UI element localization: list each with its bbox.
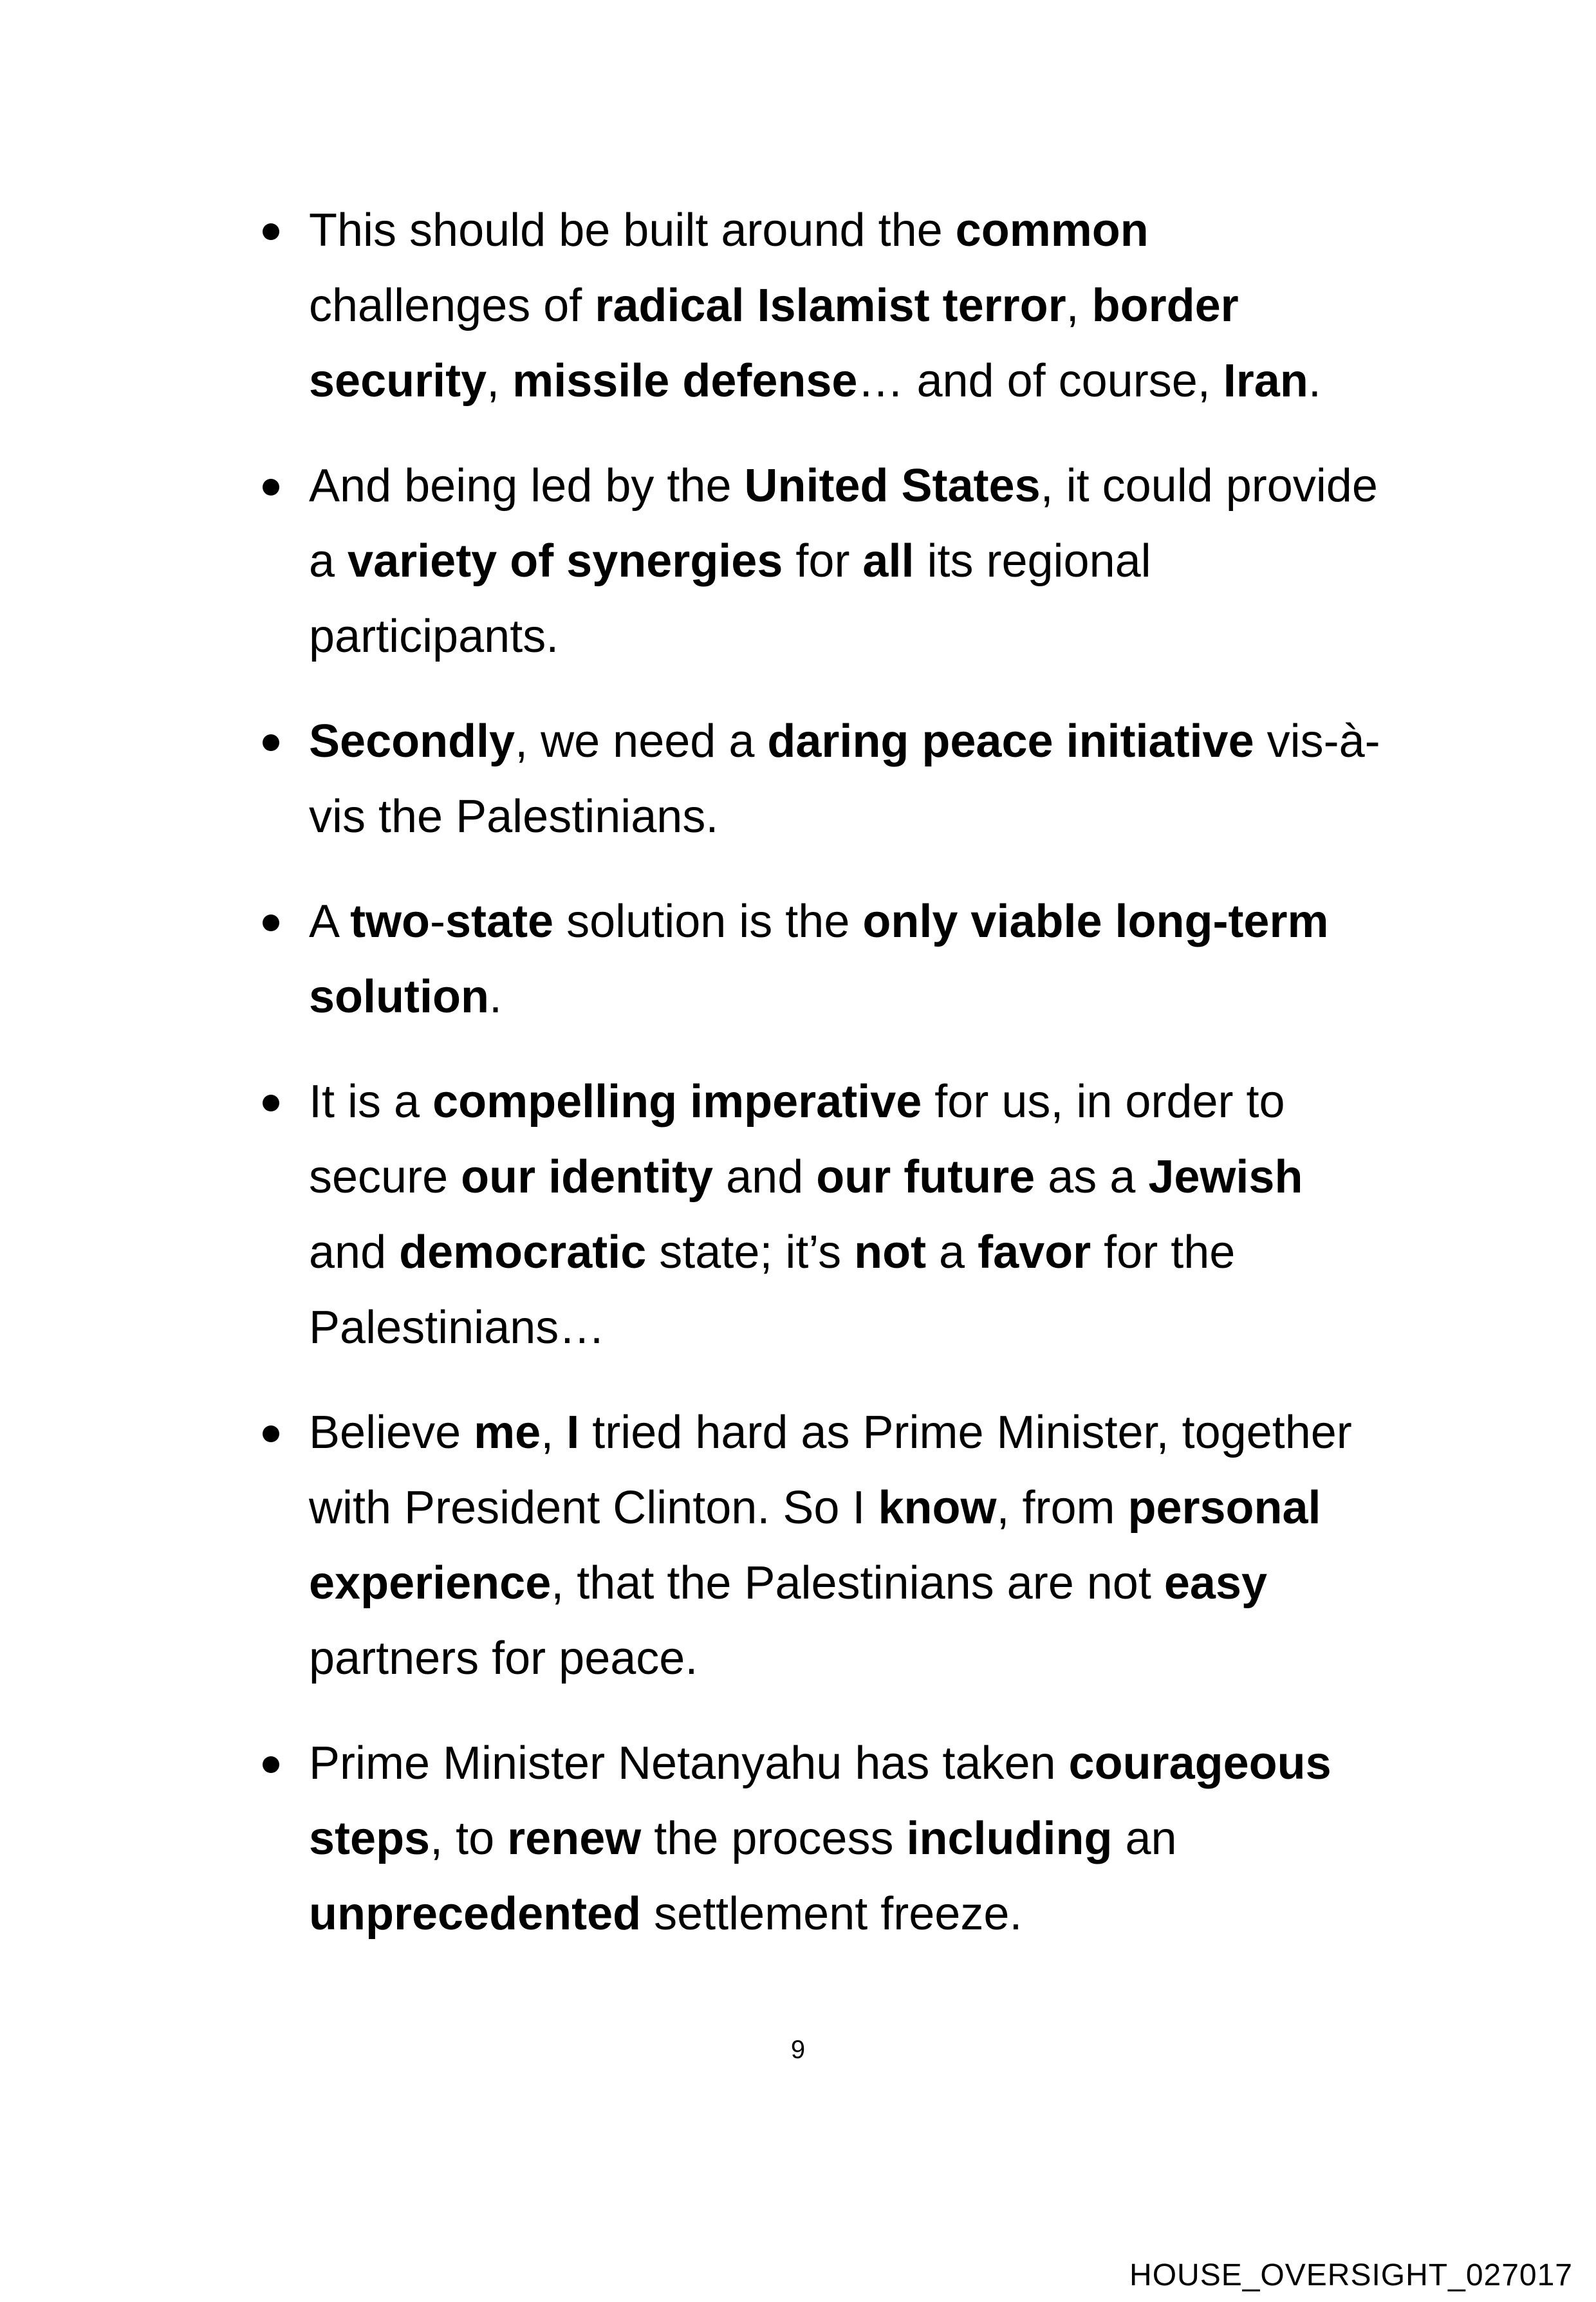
text-segment: It is a <box>309 1076 433 1128</box>
text-segment: vis-à-vis the Palestinians. <box>309 716 1380 842</box>
text-segment: , we need a <box>515 716 768 767</box>
bullet-point-icon <box>263 1756 279 1773</box>
bold-text-segment: common <box>955 205 1149 256</box>
bold-text-segment: missile defense <box>512 355 858 407</box>
bold-text-segment: Jewish <box>1148 1151 1303 1203</box>
bold-text-segment: state <box>445 896 554 947</box>
text-segment: and <box>713 1151 817 1203</box>
text-segment: Believe <box>309 1407 474 1458</box>
bold-text-segment: radical Islamist terror <box>595 280 1066 331</box>
text-segment: , that the Palestinians are not <box>551 1557 1164 1609</box>
bullet-point-icon <box>263 1095 279 1111</box>
text-segment: an <box>1112 1813 1177 1864</box>
text-segment: and <box>309 1227 400 1278</box>
text-segment: , from <box>996 1482 1128 1534</box>
bold-text-segment: easy <box>1164 1557 1268 1609</box>
bold-text-segment: unprecedented <box>309 1888 642 1940</box>
bullet-item <box>263 449 1382 674</box>
text-segment: , <box>487 355 513 407</box>
bullet-text <box>309 896 1329 1023</box>
text-segment: , <box>541 1407 567 1458</box>
bullet-point-icon <box>263 1425 279 1442</box>
text-segment: , it could provide a <box>309 460 1378 587</box>
bold-text-segment: democratic <box>399 1227 647 1278</box>
bullet-text <box>309 460 1378 662</box>
text-segment: … and of course, <box>857 355 1223 407</box>
bold-text-segment: Iran <box>1223 355 1308 407</box>
bold-text-segment: United States <box>744 460 1041 512</box>
text-segment: for the Palestinians… <box>309 1227 1236 1353</box>
bold-text-segment: I <box>566 1407 580 1458</box>
text-segment: A <box>309 896 351 947</box>
bold-text-segment: Secondly <box>309 716 515 767</box>
text-segment: . <box>1308 355 1321 407</box>
bold-text-segment: renew <box>507 1813 642 1864</box>
bold-text-segment: know <box>878 1482 997 1534</box>
bullet-text <box>309 1407 1352 1684</box>
bold-text-segment: courageous steps <box>309 1738 1332 1864</box>
bullet-item <box>263 193 1382 419</box>
bullet-text <box>309 205 1321 407</box>
text-segment: its regional participants. <box>309 535 1151 662</box>
text-segment: solution is the <box>553 896 863 947</box>
text-segment: And being led by the <box>309 460 745 512</box>
text-segment: settlement freeze. <box>641 1888 1023 1940</box>
bold-text-segment: personal experience <box>309 1482 1321 1609</box>
text-segment: for us, in order to secure <box>309 1076 1285 1203</box>
text-segment: state; it’s <box>646 1227 855 1278</box>
text-segment: This should be built around the <box>309 205 956 256</box>
bullet-item <box>263 1395 1382 1696</box>
page-number: 9 <box>790 2036 806 2064</box>
text-segment: as a <box>1035 1151 1149 1203</box>
bold-text-segment: me <box>474 1407 541 1458</box>
bates-number: HOUSE_OVERSIGHT_027017 <box>1129 2258 1573 2292</box>
text-segment: challenges of <box>309 280 595 331</box>
text-segment: a <box>926 1227 978 1278</box>
bullet-point-icon <box>263 914 279 931</box>
text-segment: , to <box>430 1813 508 1864</box>
bullet-list <box>263 193 1382 1982</box>
bold-text-segment: daring peace initiative <box>767 716 1254 767</box>
text-segment: Prime Minister Netanyahu has taken <box>309 1738 1069 1789</box>
bold-text-segment: two <box>350 896 431 947</box>
bullet-item <box>263 1726 1382 1952</box>
bold-text-segment: variety of synergies <box>348 535 783 587</box>
text-segment: the process <box>641 1813 907 1864</box>
text-segment: partners for peace. <box>309 1633 698 1684</box>
bold-text-segment: all <box>862 535 914 587</box>
bold-text-segment: our identity <box>461 1151 714 1203</box>
text-segment: for <box>783 535 863 587</box>
text-segment: tried hard as Prime Minister, together with President Clinton. So I <box>309 1407 1352 1534</box>
bullet-point-icon <box>263 223 279 240</box>
bullet-text <box>309 1076 1303 1353</box>
bold-text-segment: not <box>854 1227 927 1278</box>
bullet-item <box>263 704 1382 855</box>
bullet-text <box>309 716 1380 842</box>
bold-text-segment: our future <box>816 1151 1035 1203</box>
bold-text-segment: including <box>906 1813 1113 1864</box>
bold-text-segment: border security <box>309 280 1239 407</box>
text-segment: , <box>1066 280 1092 331</box>
bullet-item <box>263 1064 1382 1366</box>
bullet-point-icon <box>263 734 279 751</box>
bold-text-segment: favor <box>978 1227 1091 1278</box>
text-segment: . <box>488 971 502 1023</box>
text-segment: - <box>430 896 446 947</box>
bold-text-segment: compelling imperative <box>432 1076 922 1128</box>
bullet-point-icon <box>263 479 279 496</box>
bullet-item <box>263 884 1382 1035</box>
bold-text-segment: only viable long-term solution <box>309 896 1329 1023</box>
bullet-text <box>309 1738 1332 1940</box>
